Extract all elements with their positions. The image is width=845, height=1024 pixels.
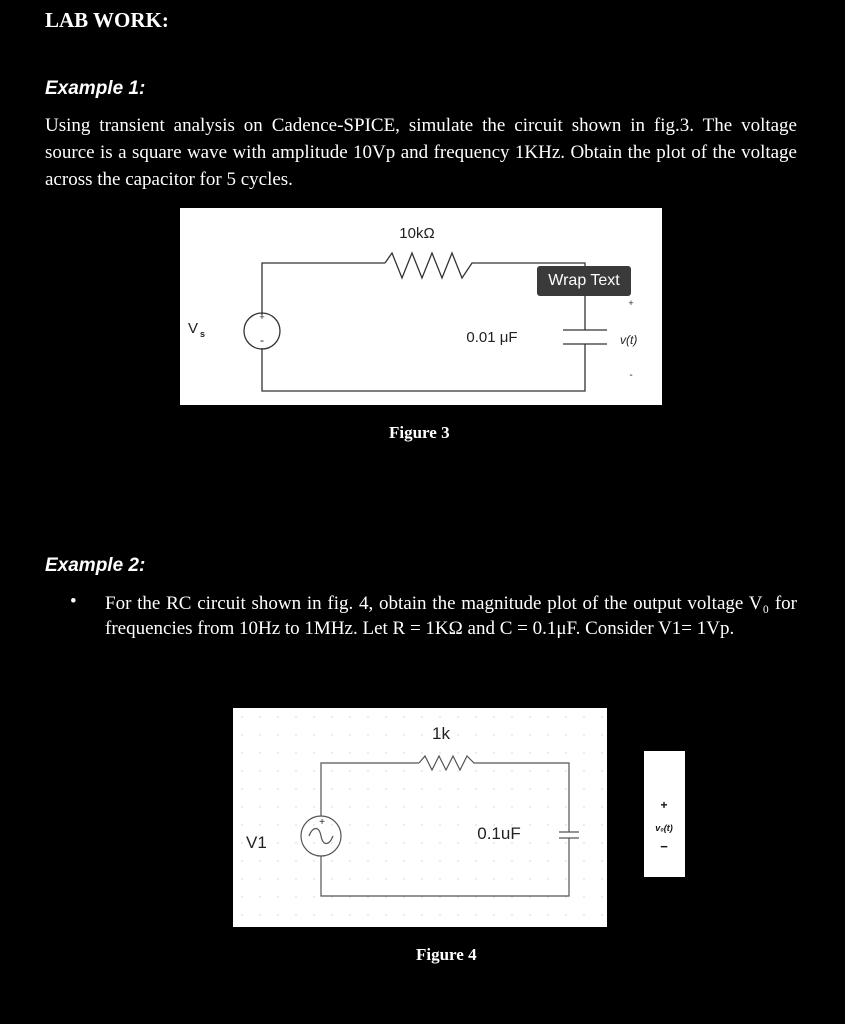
figure-4-diagram (233, 708, 607, 927)
figure-3-diagram (180, 208, 662, 405)
figure-3-circuit (180, 208, 662, 405)
bullet-icon: • (70, 591, 77, 612)
fig3-source-label: V (188, 320, 199, 337)
fig4-capacitor-label: 0.1uF (477, 824, 521, 843)
vo-label: v₀(t) (655, 823, 673, 833)
output-voltage-panel (644, 751, 685, 877)
example-2-title: Example 2: (45, 555, 146, 576)
fig3-resistor-label: 10kΩ (399, 225, 435, 242)
fig4-source-label: V1 (246, 833, 267, 852)
fig4-resistor-label: 1k (432, 724, 450, 743)
example-1-title: Example 1: (45, 78, 146, 99)
fig3-source-plus: + (259, 312, 265, 322)
lab-work-heading: LAB WORK: (45, 8, 169, 32)
example-1-text: Using transient analysis on Cadence-SPICE, simulate the circuit shown in fig.3. The voltage source is a square wave with amplitude 10Vp and frequency 1KHz. Obtain the plot of the voltage across the capacitor for 5 cycles. (45, 115, 797, 190)
figure-4-circuit (233, 708, 607, 927)
fig3-source-minus: - (260, 333, 264, 347)
fig3-source-subscript: s (200, 329, 206, 339)
fig3-capacitor-label: 0.01 μF (466, 329, 518, 346)
figure-4-caption: Figure 4 (416, 945, 477, 964)
output-voltage-diagram (644, 751, 685, 877)
fig3-output-minus: - (629, 370, 633, 381)
vo-minus: − (660, 839, 668, 854)
fig3-output-label: v(t) (620, 333, 638, 347)
fig3-output-plus: + (628, 298, 634, 308)
figure-3-caption: Figure 3 (389, 423, 450, 442)
wrap-text-button[interactable]: Wrap Text (537, 266, 631, 296)
resistor-symbol (385, 253, 480, 278)
fig4-source-plus: + (319, 817, 325, 828)
example-2-text: For the RC circuit shown in fig. 4, obtain the magnitude plot of the output voltage V₀ for frequencies from 10Hz to 1MHz. Let R = 1KΩ and C = 0.1μF. Consider V1= 1Vp. (105, 593, 797, 639)
vo-plus: + (660, 798, 668, 812)
